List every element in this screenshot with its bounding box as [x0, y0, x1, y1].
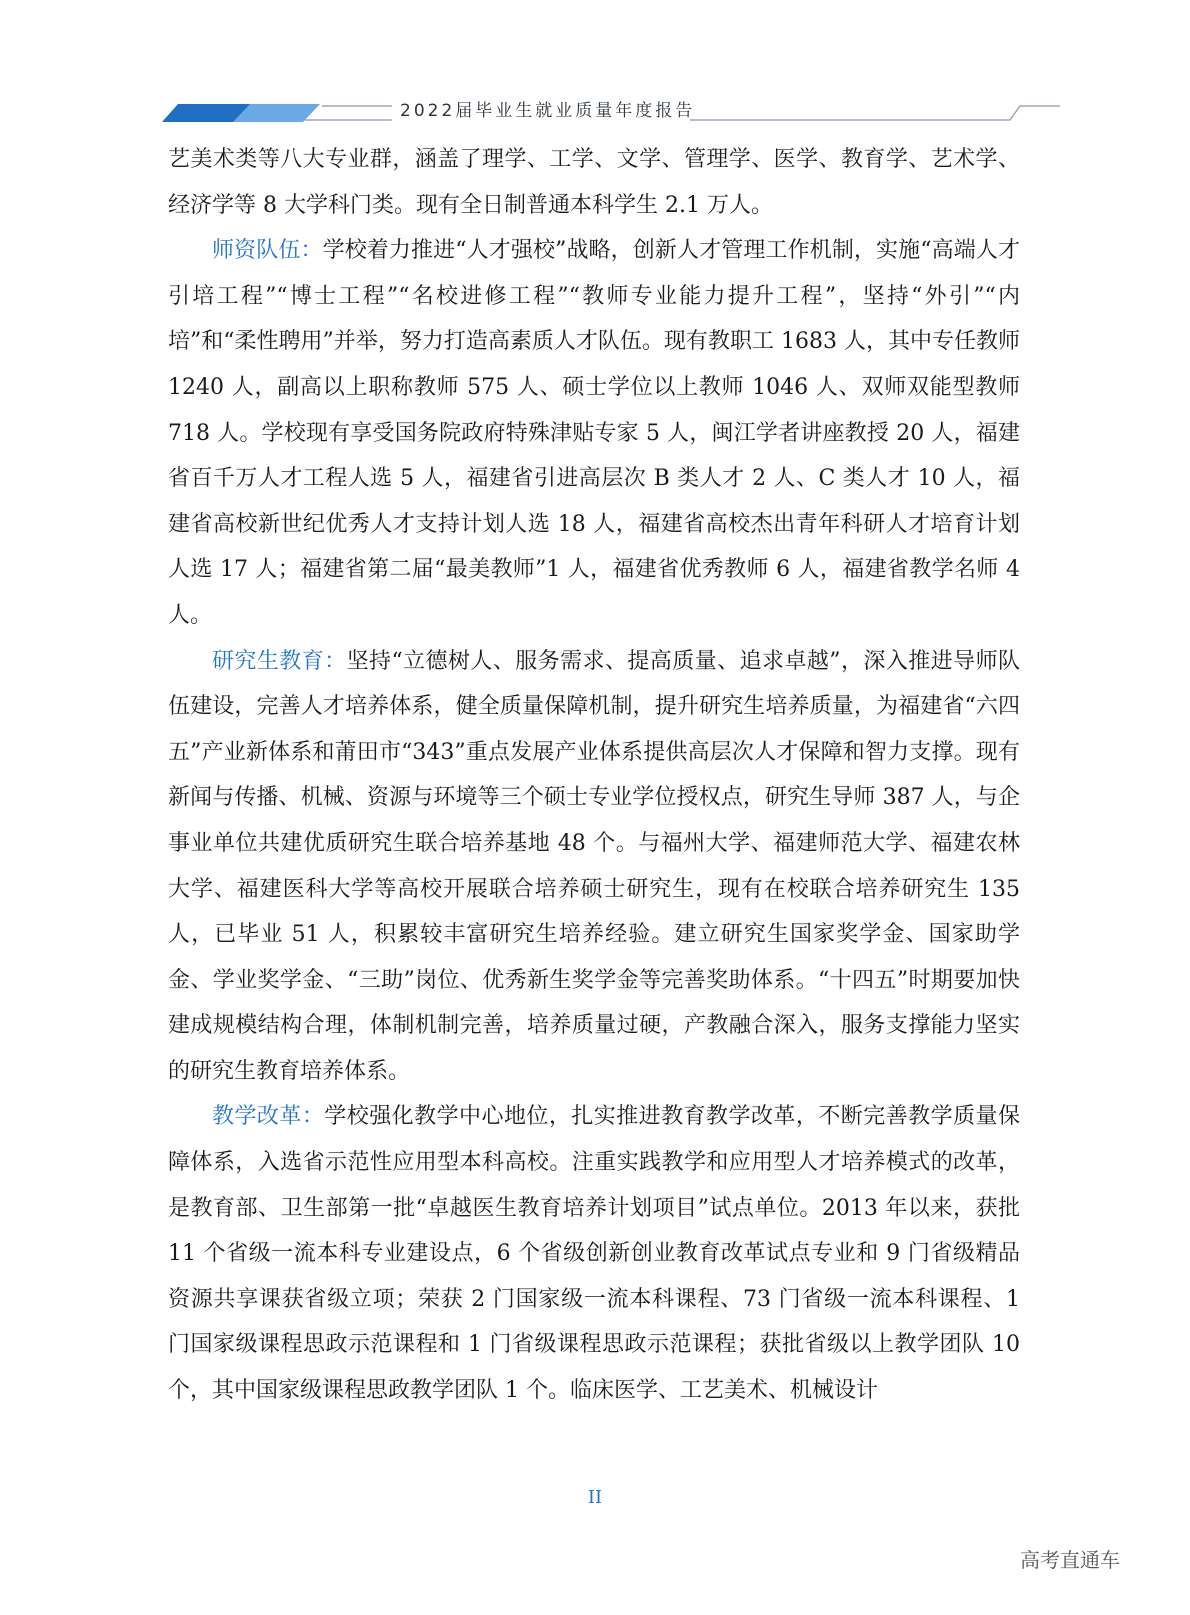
- paragraph-text: 坚持“立德树人、服务需求、提高质量、追求卓越”，深入推进导师队伍建设，完善人才培养体系，健全质量保障机制，提升研究生培养质量，为福建省“六四五”产业新体系和莆田市“343”重点发展产业体系提供高层次人才保障和智力支撑。现有新闻与传播、机械、资源与环境等三个硕士专业学位授权点，研究生导师 387 人，与企事业单位共建优质研究生联合培养基地 48 个。与福州大学、福建师范大学、福建农林大学、福建医科大学等高校开展联合培养硕士研究生，现有在校联合培养研究生 135 人，已毕业 51 人，积累较丰富研究生培养经验。建立研究生国家奖学金、国家助学金、学业奖学金、“三助”岗位、优秀新生奖学金等完善奖助体系。“十四五”时期要加快建成规模结构合理，体制机制完善，培养质量过硬，产教融合深入，服务支撑能力坚实的研究生教育培养体系。: [168, 648, 1020, 1084]
- header-title: 2022届毕业生就业质量年度报告: [400, 101, 696, 121]
- page-header: [0, 0, 1190, 140]
- header-rule-right-tail: [1010, 106, 1060, 120]
- paragraph-continued: [168, 137, 1020, 228]
- paragraph-text: 学校强化教学中心地位，扎实推进教育教学改革，不断完善教学质量保障体系，入选省示范性应用型本科高校。注重实践教学和应用型人才培养模式的改革，是教育部、卫生部第一批“卓越医生教育培养计划项目”试点单位。2013 年以来，获批 11 个省级一流本科专业建设点，6 个省级创新创业教育改革试点专业和 9 门省级精品资源共享课获省级立项；荣获 2 门国家级一流本科课程、73 门省级一流本科课程、1 门国家级课程思政示范课程和 1 门省级课程思政示范课程；获批省级以上教学团队 10 个，其中国家级课程思政教学团队 1 个。临床医学、工艺美术、机械设计: [168, 1104, 1020, 1404]
- paragraph-graduate-education: [168, 639, 1020, 1095]
- paragraph-heading-teaching-reform: 教学改革：: [212, 1104, 325, 1130]
- paragraph-heading-faculty: 师资队伍：: [212, 238, 323, 264]
- paragraph-text: 艺美术类等八大专业群，涵盖了理学、工学、文学、管理学、医学、教育学、艺术学、经济学等 8 大学科门类。现有全日制普通本科学生 2.1 万人。: [168, 147, 1020, 218]
- report-body: [168, 137, 1020, 1414]
- paragraph-text: 学校着力推进“人才强校”战略，创新人才管理工作机制，实施“高端人才引培工程”“博士工程”“名校进修工程”“教师专业能力提升工程”，坚持“外引”“内培”和“柔性聘用”并举，努力打造高素质人才队伍。现有教职工 1683 人，其中专任教师 1240 人，副高以上职称教师 575 人、硕士学位以上教师 1046 人、双师双能型教师 718 人。学校现有享受国务院政府特殊津贴专家 5 人，闽江学者讲座教授 20 人，福建省百千万人才工程人选 5 人，福建省引进高层次 B 类人才 2 人、C 类人才 10 人，福建省高校新世纪优秀人才支持计划人选 18 人，福建省高校杰出青年科研人才培育计划人选 17 人；福建省第二届“最美教师”1 人，福建省优秀教师 6 人，福建省教学名师 4 人。: [168, 238, 1020, 628]
- paragraph-faculty: [168, 228, 1020, 638]
- paragraph-heading-graduate-education: 研究生教育：: [212, 648, 347, 674]
- watermark: 高考直通车: [1020, 1548, 1120, 1572]
- page-number: II: [587, 1487, 603, 1508]
- paragraph-teaching-reform: [168, 1094, 1020, 1413]
